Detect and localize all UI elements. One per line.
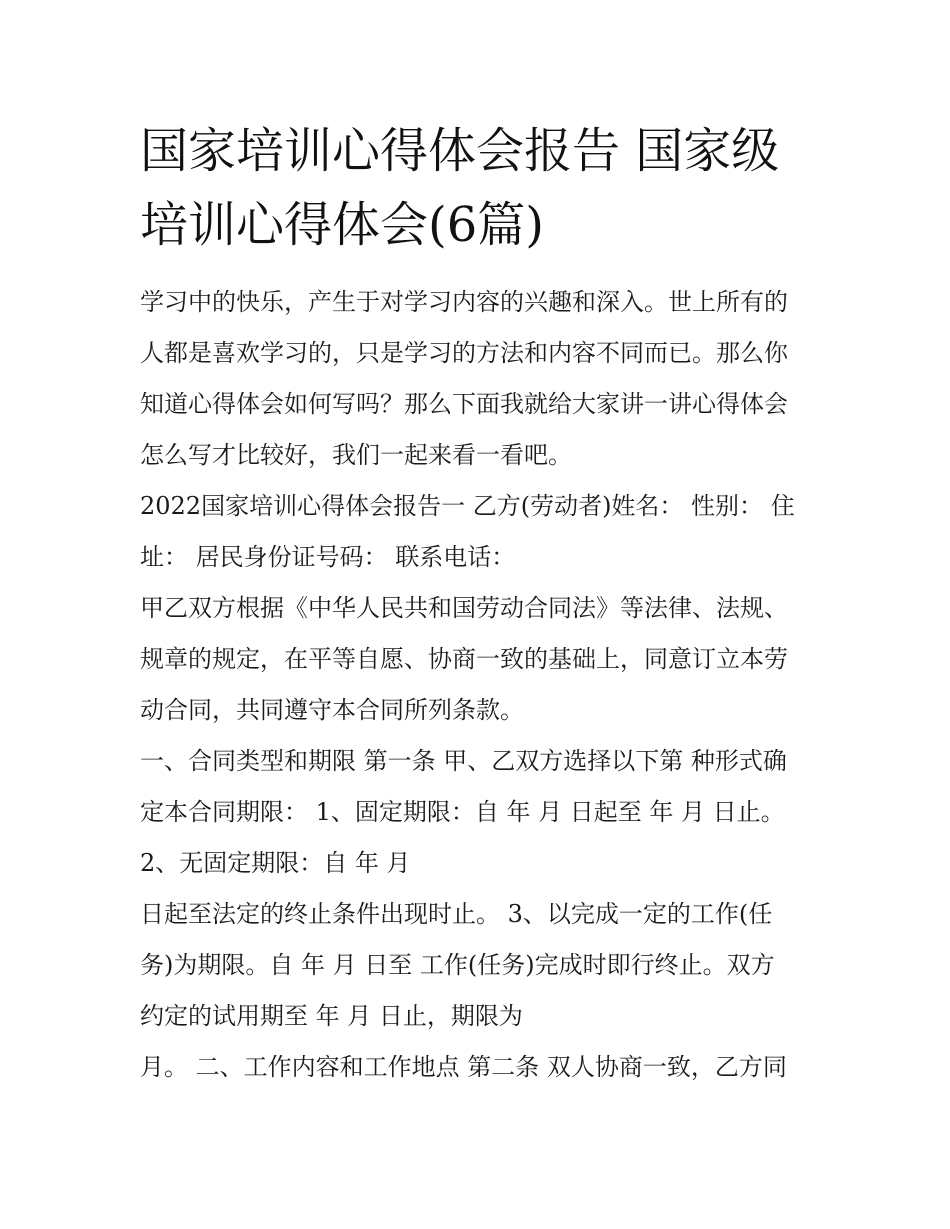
text-line: 日起至法定的终止条件出现时止。 3、以完成一定的工作(任 <box>140 900 773 928</box>
text-line: 规章的规定，在平等自愿、协商一致的基础上，同意订立本劳 <box>140 645 788 673</box>
text-line: 月。 二、工作内容和工作地点 第二条 双人协商一致，乙方同 <box>140 1053 787 1081</box>
title-line: 国家培训心得体会报告 国家级 <box>140 123 780 179</box>
text-line: 一、合同类型和期限 第一条 甲、乙双方选择以下第 种形式确 <box>140 747 787 775</box>
text-line: 务)为期限。自 年 月 日至 工作(任务)完成时即行终止。双方 <box>140 951 775 979</box>
text-line: 学习中的快乐，产生于对学习内容的兴趣和深入。世上所有的 <box>140 288 788 316</box>
title-line: 培训心得体会(6篇) <box>140 197 544 253</box>
text-line: 甲乙双方根据《中华人民共和国劳动合同法》等法律、法规、 <box>140 594 788 622</box>
page-title <box>140 114 820 262</box>
text-line: 2、无固定期限：自 年 月 <box>140 849 411 877</box>
text-line: 址： 居民身份证号码： 联系电话： <box>140 543 516 571</box>
text-line: 动合同，共同遵守本合同所列条款。 <box>140 696 524 724</box>
text-line: 定本合同期限： 1、固定期限：自 年 月 日起至 年 月 日止。 <box>140 798 785 826</box>
text-line: 知道心得体会如何写吗？那么下面我就给大家讲一讲心得体会 <box>140 390 788 418</box>
text-line: 怎么写才比较好，我们一起来看一看吧。 <box>140 441 572 469</box>
text-line: 人都是喜欢学习的，只是学习的方法和内容不同而已。那么你 <box>140 339 788 367</box>
text-line: 2022国家培训心得体会报告一 乙方(劳动者)姓名： 性别： 住 <box>140 492 795 520</box>
text-line: 约定的试用期至 年 月 日止，期限为 <box>140 1002 523 1030</box>
